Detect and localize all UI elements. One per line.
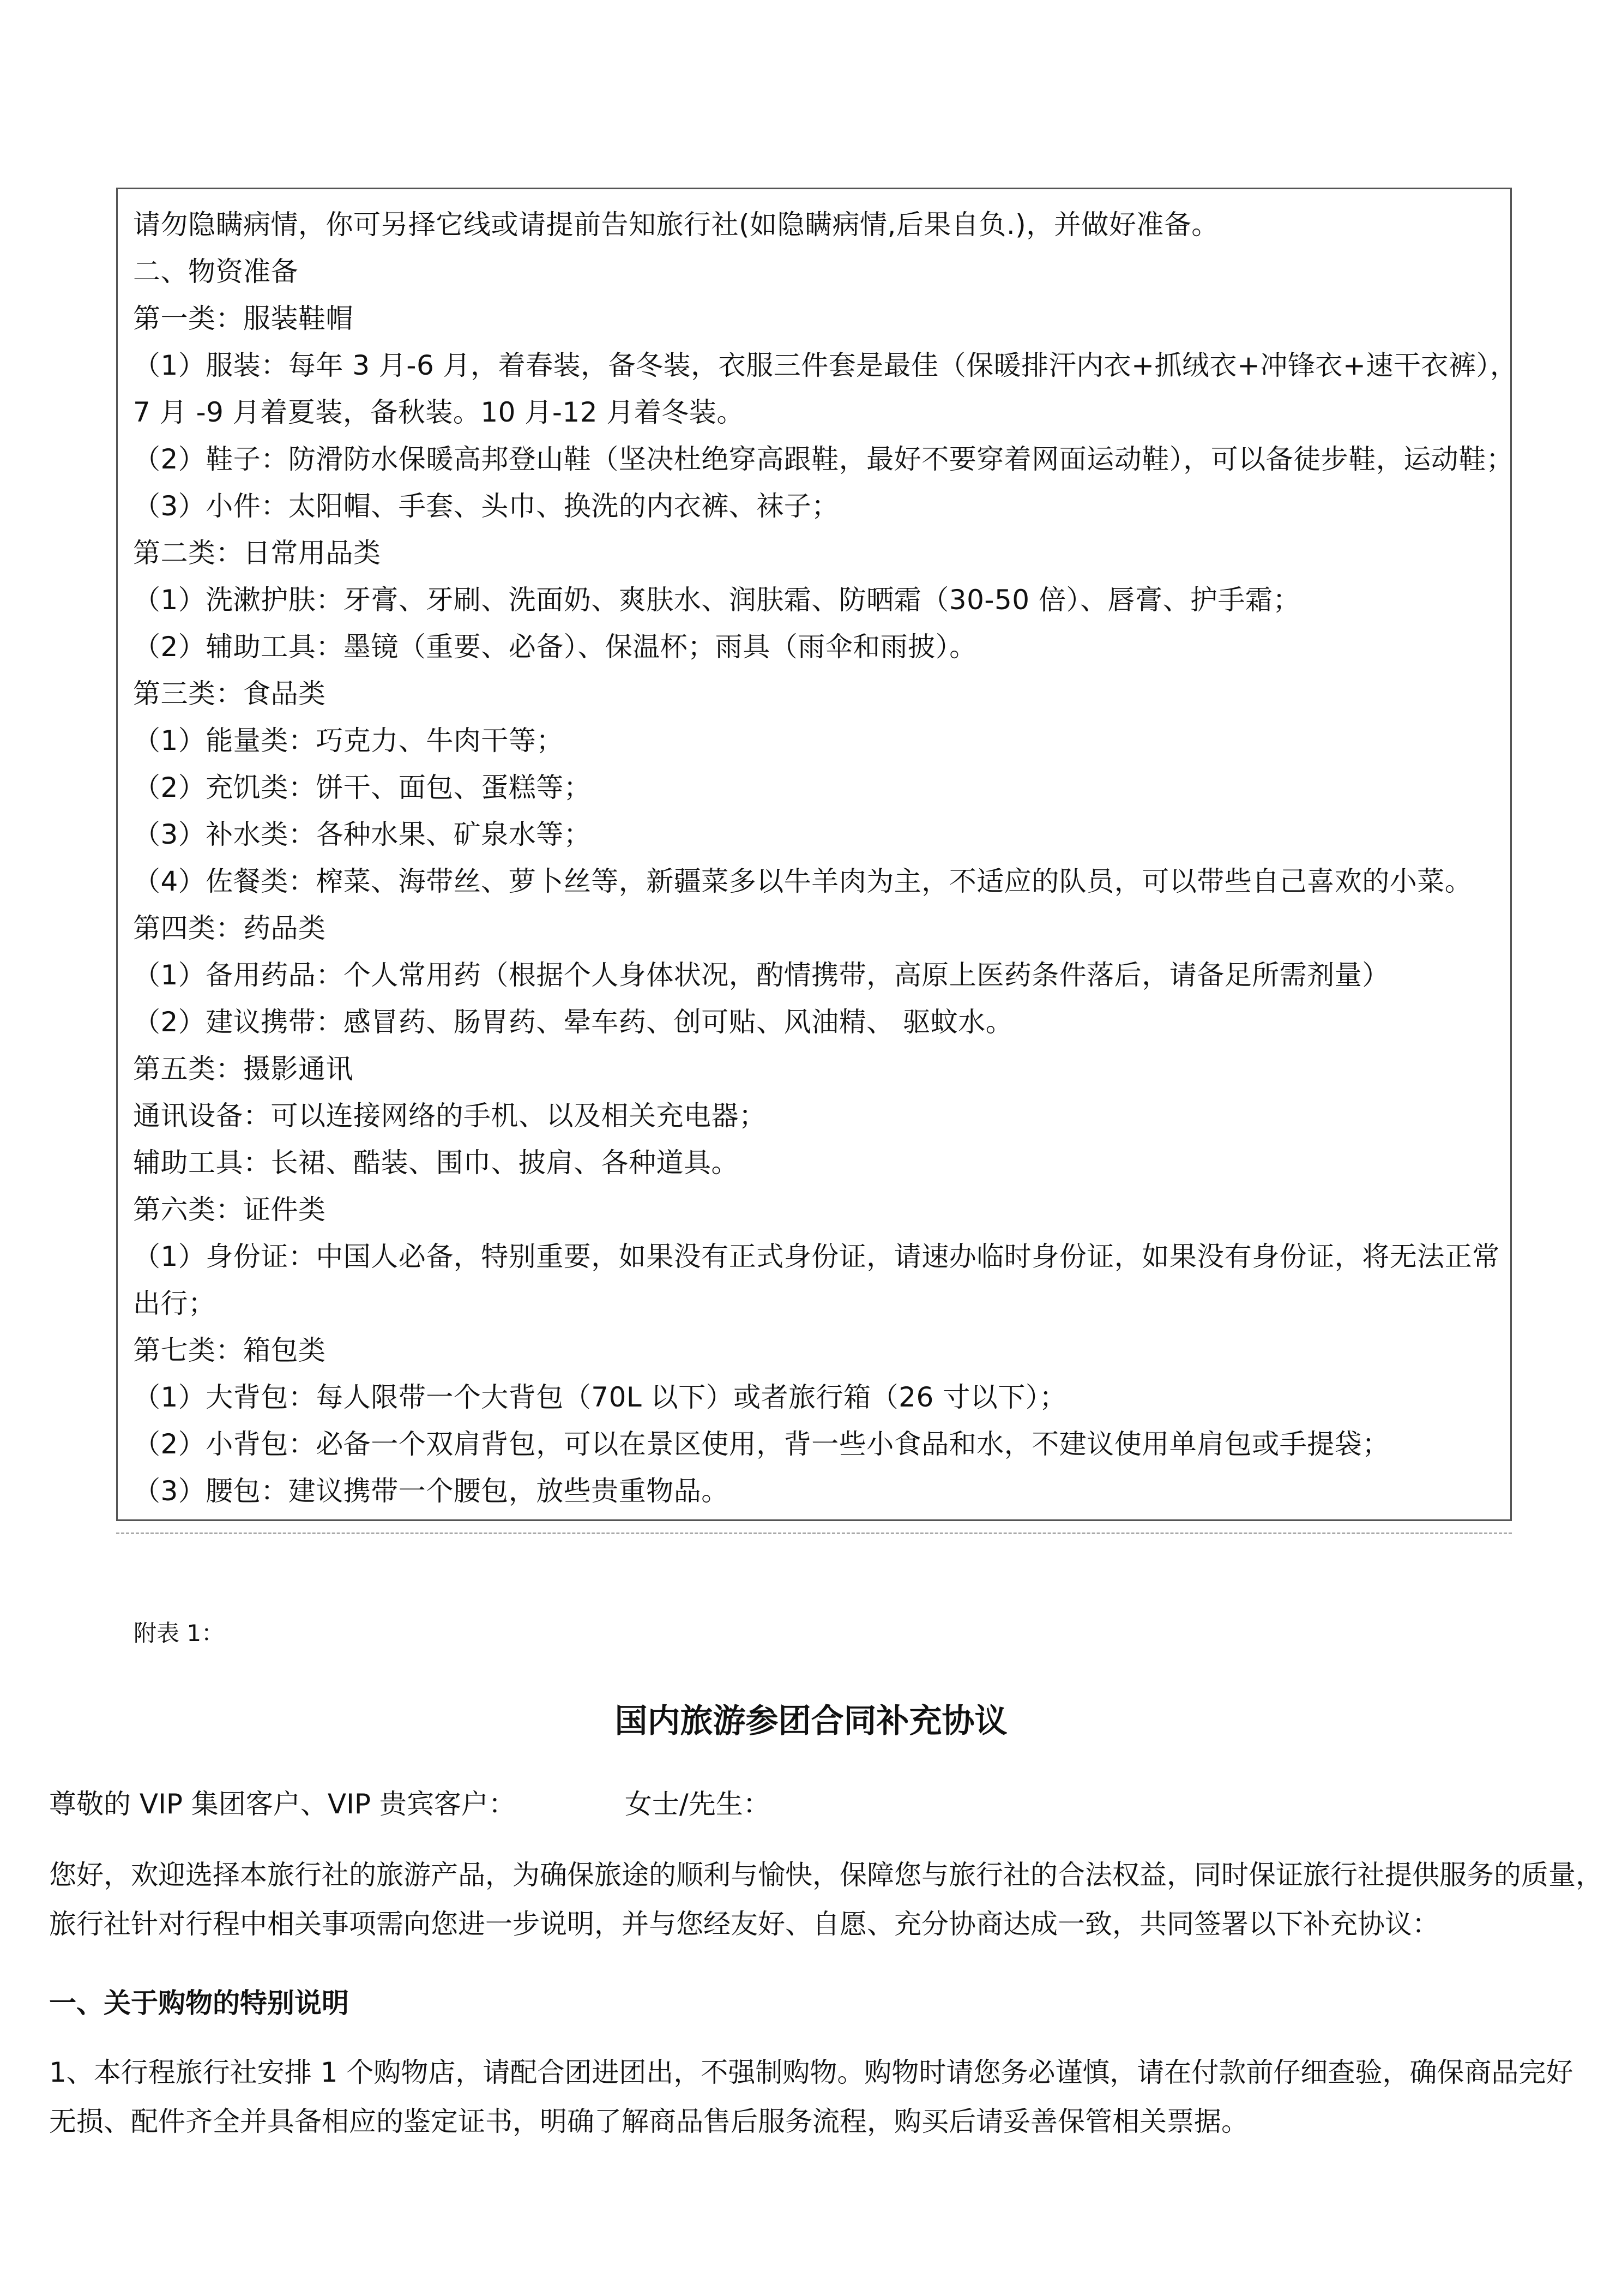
preparation-line: （1）洗漱护肤：牙膏、牙刷、洗面奶、爽肤水、润肤霜、防晒霜（30-50 倍）、唇膏、护手霜； — [133, 584, 1300, 616]
preparation-line: （2）辅助工具：墨镜（重要、必备）、保温杯；雨具（雨伞和雨披）。 — [133, 631, 977, 663]
page-separator — [116, 1532, 1512, 1534]
preparation-line: （1）服装：每年 3 月-6 月，着春装，备冬装，衣服三件套是最佳（保暖排汗内衣+抓绒衣+冲锋衣+速干衣裤）， — [133, 350, 1518, 381]
salutation — [49, 1782, 770, 1822]
shopping-line: 1、本行程旅行社安排 1 个购物店，请配合团进团出，不强制购物。购物时请您务必谨慎，请在付款前仔细查验，确保商品完好 — [49, 2057, 1573, 2088]
shopping-paragraph — [49, 2048, 1573, 2146]
preparation-line: （3）补水类：各种水果、矿泉水等； — [133, 819, 592, 850]
intro-line: 旅行社针对行程中相关事项需向您进一步说明，并与您经友好、自愿、充分协商达成一致，共同签署以下补充协议： — [49, 1908, 1439, 1940]
preparation-line: 第七类：箱包类 — [133, 1335, 326, 1366]
salutation-customer: 尊敬的 VIP 集团客户、VIP 贵宾客户： — [49, 1788, 516, 1820]
preparation-line: （2）鞋子：防滑防水保暖高邦登山鞋（坚决杜绝穿高跟鞋，最好不要穿着网面运动鞋），可以备徒步鞋，运动鞋； — [133, 443, 1514, 475]
preparation-line: （2）小背包：必备一个双肩背包，可以在景区使用，背一些小食品和水，不建议使用单肩包或手提袋； — [133, 1428, 1390, 1460]
preparation-line: （3）小件：太阳帽、手套、头巾、换洗的内衣裤、袜子； — [133, 490, 839, 522]
document-title: 国内旅游参团合同补充协议 — [614, 1702, 1008, 1740]
section-heading-shopping: 一、关于购物的特别说明 — [49, 1987, 349, 2019]
travel-preparation-box — [116, 188, 1518, 1521]
preparation-line: （4）佐餐类：榨菜、海带丝、萝卜丝等，新疆菜多以牛羊肉为主，不适应的队员，可以带些自己喜欢的小菜。 — [133, 865, 1473, 897]
intro-line: 您好，欢迎选择本旅行社的旅游产品，为确保旅途的顺利与愉快，保障您与旅行社的合法权益，同时保证旅行社提供服务的质量， — [49, 1859, 1603, 1891]
salutation-honorific: 女士/先生： — [624, 1788, 770, 1820]
preparation-line: 请勿隐瞒病情，你可另择它线或请提前告知旅行社(如隐瞒病情,后果自负.)，并做好准备。 — [133, 209, 1219, 241]
preparation-line: 辅助工具：长裙、酷装、围巾、披肩、各种道具。 — [133, 1147, 739, 1179]
preparation-line: （1）大背包：每人限带一个大背包（70L 以下）或者旅行箱（26 寸以下）； — [133, 1381, 1067, 1413]
preparation-line: （1）能量类：巧克力、牛肉干等； — [133, 725, 564, 756]
preparation-line: （2）充饥类：饼干、面包、蛋糕等； — [133, 772, 592, 803]
preparation-line: 第一类：服装鞋帽 — [133, 303, 353, 334]
intro-paragraph — [49, 1850, 1603, 1949]
preparation-line: 7 月 -9 月着夏装，备秋装。10 月-12 月着冬装。 — [133, 396, 744, 428]
preparation-line: 通讯设备：可以连接网络的手机、以及相关充电器； — [133, 1100, 767, 1132]
shopping-line: 无损、配件齐全并具备相应的鉴定证书，明确了解商品售后服务流程，购买后请妥善保管相关票据。 — [49, 2106, 1249, 2137]
preparation-line: （1）备用药品：个人常用药（根据个人身体状况，酌情携带，高原上医药条件落后，请备足所需剂量） — [133, 959, 1390, 991]
preparation-line: 出行； — [133, 1288, 216, 1319]
preparation-line: （1）身份证：中国人必备，特别重要，如果没有正式身份证，请速办临时身份证，如果没有身份证，将无法正常 — [133, 1241, 1500, 1272]
preparation-line: 第四类：药品类 — [133, 912, 326, 944]
preparation-line: （3）腰包：建议携带一个腰包，放些贵重物品。 — [133, 1475, 729, 1507]
preparation-line: 二、物资准备 — [133, 256, 298, 287]
preparation-line: （2）建议携带：感冒药、肠胃药、晕车药、创可贴、风油精、 驱蚊水。 — [133, 1006, 1014, 1038]
preparation-line: 第三类：食品类 — [133, 678, 326, 710]
appendix-label: 附表 1： — [134, 1620, 225, 1646]
preparation-line: 第五类：摄影通讯 — [133, 1053, 353, 1085]
preparation-list — [133, 201, 1518, 1514]
preparation-line: 第二类：日常用品类 — [133, 537, 381, 569]
preparation-line: 第六类：证件类 — [133, 1194, 326, 1225]
